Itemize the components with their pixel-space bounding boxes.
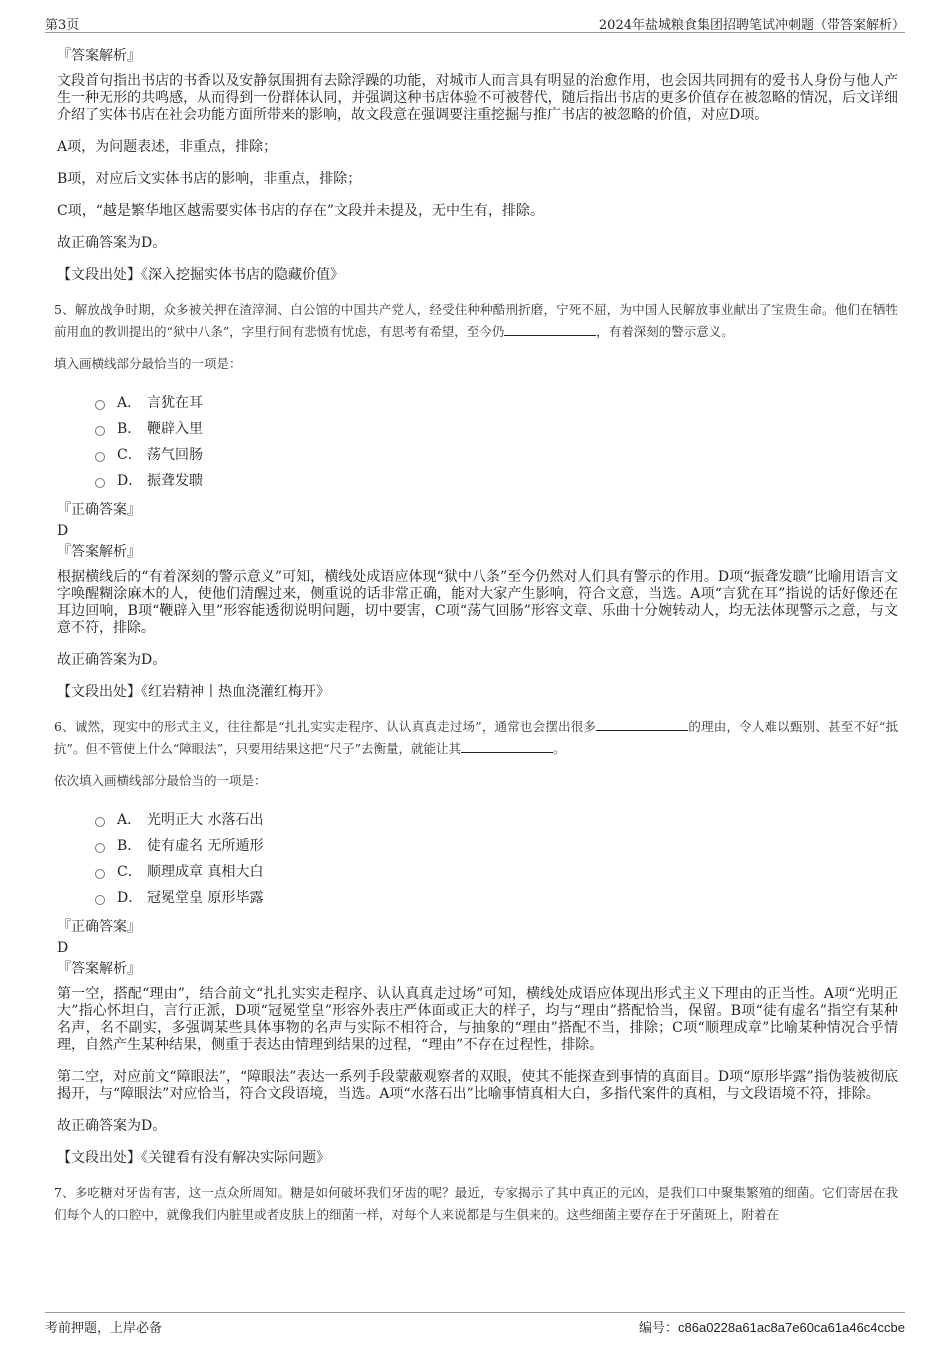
q4-conclusion: 故正确答案为D。: [57, 235, 167, 251]
page-number: 第3页: [45, 18, 80, 33]
q5-option-a[interactable]: A． 言犹在耳: [95, 390, 898, 416]
q5-analysis: 根据横线后的“有着深刻的警示意义”可知，横线处成语应体现“狱中八条”至今仍然对人们具有警示的作用。D项“振聋发聩”比喻用语言文字唤醒糊涂麻木的人，使他们清醒过来，侧重说的话非常正确，能对大家产生影响，符合文意，当选。A项“言犹在耳”指说的话好像还在耳边回响，B项“鞭辟入里”形容能透彻说明问题，切中要害，C项“荡气回肠”形容文章、乐曲十分婉转动人，均无法体现警示之意，与文意不符，排除。: [57, 569, 898, 636]
radio-icon[interactable]: [95, 452, 105, 462]
radio-icon[interactable]: [95, 400, 105, 410]
q6-conclusion: 故正确答案为D。: [57, 1118, 167, 1134]
radio-icon[interactable]: [95, 478, 105, 488]
q4-source: 【文段出处】《深入挖掘实体书店的隐藏价值》: [57, 267, 344, 283]
q6-option-a[interactable]: A． 光明正大 水落石出: [95, 807, 898, 833]
q6-blank-1: [596, 718, 688, 731]
q6-source: 【文段出处】《关键看有没有解决实际问题》: [57, 1150, 330, 1166]
q6-correct-answer: D: [57, 940, 69, 956]
q6-correct-label: 『正确答案』: [57, 919, 141, 935]
q5-option-c[interactable]: C． 荡气回肠: [95, 442, 898, 468]
q7-question: 7、多吃糖对牙齿有害，这一点众所周知。糖是如何破坏我们牙齿的呢？最近，专家揭示了其中真正的元凶，是我们口中聚集繁殖的细菌。它们寄居在我们每个人的口腔中，就像我们内脏里或者皮肤上的细菌一样，对每个人来说都是与生俱来的。这些细菌主要存在于牙菌斑上，附着在: [54, 1185, 898, 1222]
q4-analysis-label: 『答案解析』: [57, 48, 141, 64]
q5-text-b: ，有着深刻的警示意义。: [596, 324, 734, 339]
q5-option-b[interactable]: B． 鞭辟入里: [95, 416, 898, 442]
q5-analysis-label: 『答案解析』: [57, 544, 141, 560]
q5-conclusion: 故正确答案为D。: [57, 652, 167, 668]
q5-prompt: 填入画横线部分最恰当的一项是：: [54, 356, 242, 371]
q5-correct-label: 『正确答案』: [57, 502, 141, 518]
q5-question: [54, 299, 898, 343]
q5-text-a: 5、解放战争时期，众多被关押在渣滓洞、白公馆的中国共产党人，经受住种种酷刑折磨，宁死不屈，为中国人民解放事业献出了宝贵生命。他们在牺牲前用血的教训提出的“狱中八条”，字里行间有悲愤有忧虑，有思考有希望，至今仍: [54, 302, 898, 339]
q4-analysis: 文段首句指出书店的书香以及安静氛围拥有去除浮躁的功能，对城市人而言具有明显的治愈作用，也会因共同拥有的爱书人身份与他人产生一种无形的共鸣感，从而得到一份群体认同，并强调这种书店体验不可被替代，随后指出书店的更多价值存在被忽略的情况，后文详细介绍了实体书店在社会功能方面所带来的影响，故文段意在强调要注重挖掘与推广书店的被忽略的价值，对应D项。: [57, 73, 898, 123]
q5-options: [95, 390, 898, 494]
q4-option-c-note: C项，“越是繁华地区越需要实体书店的存在”文段并未提及，无中生有，排除。: [57, 203, 545, 219]
q6-question: 6、诚然，现实中的形式主义，往往都是“扎扎实实走程序、认认真真走过场”，通常也会摆出很多 的理由，令人难以甄别、甚至不好“抵抗”。但不管使上什么“障眼法”，只要用结果这把“尺子”去衡量，就能让其 。: [54, 719, 898, 756]
q4-option-a-note: A项，为问题表述，非重点，排除；: [57, 139, 278, 155]
document-title: 2024年盐城粮食集团招聘笔试冲刺题（带答案解析）: [598, 18, 905, 33]
q6-option-c[interactable]: C． 顺理成章 真相大白: [95, 859, 898, 885]
q6-blank-2: [461, 740, 553, 753]
footer-slogan: 考前押题，上岸必备: [45, 1321, 163, 1336]
radio-icon[interactable]: [95, 426, 105, 436]
document-id: 编号：c86a0228a61ac8a7e60ca61a46c4ccbe: [639, 1320, 905, 1335]
radio-icon[interactable]: [95, 869, 105, 879]
q6-analysis-1: 第一空，搭配“理由”，结合前文“扎扎实实走程序、认认真真走过场”可知，横线处成语应体现出形式主义下理由的正当性。A项“光明正大”指心怀坦白，言行正派，D项“冠冕堂皇”形容外表庄严体面或正大的样子，均与“理由”搭配恰当，保留。B项“徒有虚名”指空有某种名声，名不副实，多强调某些具体事物的名声与实际不相符合，与抽象的“理由”搭配不当，排除；C项“顺理成章”比喻某种情况合乎情理，自然产生某种结果，侧重于表达由情理到结果的过程，“理由”不存在过程性，排除。: [57, 986, 898, 1053]
radio-icon[interactable]: [95, 895, 105, 905]
q4-option-b-note: B项，对应后文实体书店的影响，非重点，排除；: [57, 171, 362, 187]
q6-analysis-2: 第二空，对应前文“障眼法”，“障眼法”表达一系列手段蒙蔽观察者的双眼，使其不能探查到事情的真面目。D项“原形毕露”指伪装被彻底揭开，与“障眼法”对应恰当，符合文段语境，当选。A项“水落石出”比喻事情真相大白，多指代案件的真相，与文段语境不符，排除。: [57, 1069, 898, 1102]
q6-prompt: 依次填入画横线部分最恰当的一项是：: [54, 773, 267, 788]
q5-option-d[interactable]: D． 振聋发聩: [95, 468, 898, 494]
radio-icon[interactable]: [95, 843, 105, 853]
page-header: [45, 12, 905, 33]
q5-blank: [504, 323, 596, 336]
page-content: [54, 48, 898, 1238]
q6-option-d[interactable]: D． 冠冕堂皇 原形毕露: [95, 885, 898, 911]
radio-icon[interactable]: [95, 817, 105, 827]
q6-analysis-label: 『答案解析』: [57, 961, 141, 977]
q5-source: 【文段出处】《红岩精神丨热血浇灌红梅开》: [57, 684, 330, 700]
page-footer: [45, 1312, 905, 1336]
q5-correct-answer: D: [57, 523, 69, 539]
q6-option-b[interactable]: B． 徒有虚名 无所遁形: [95, 833, 898, 859]
q6-options: [95, 807, 898, 911]
